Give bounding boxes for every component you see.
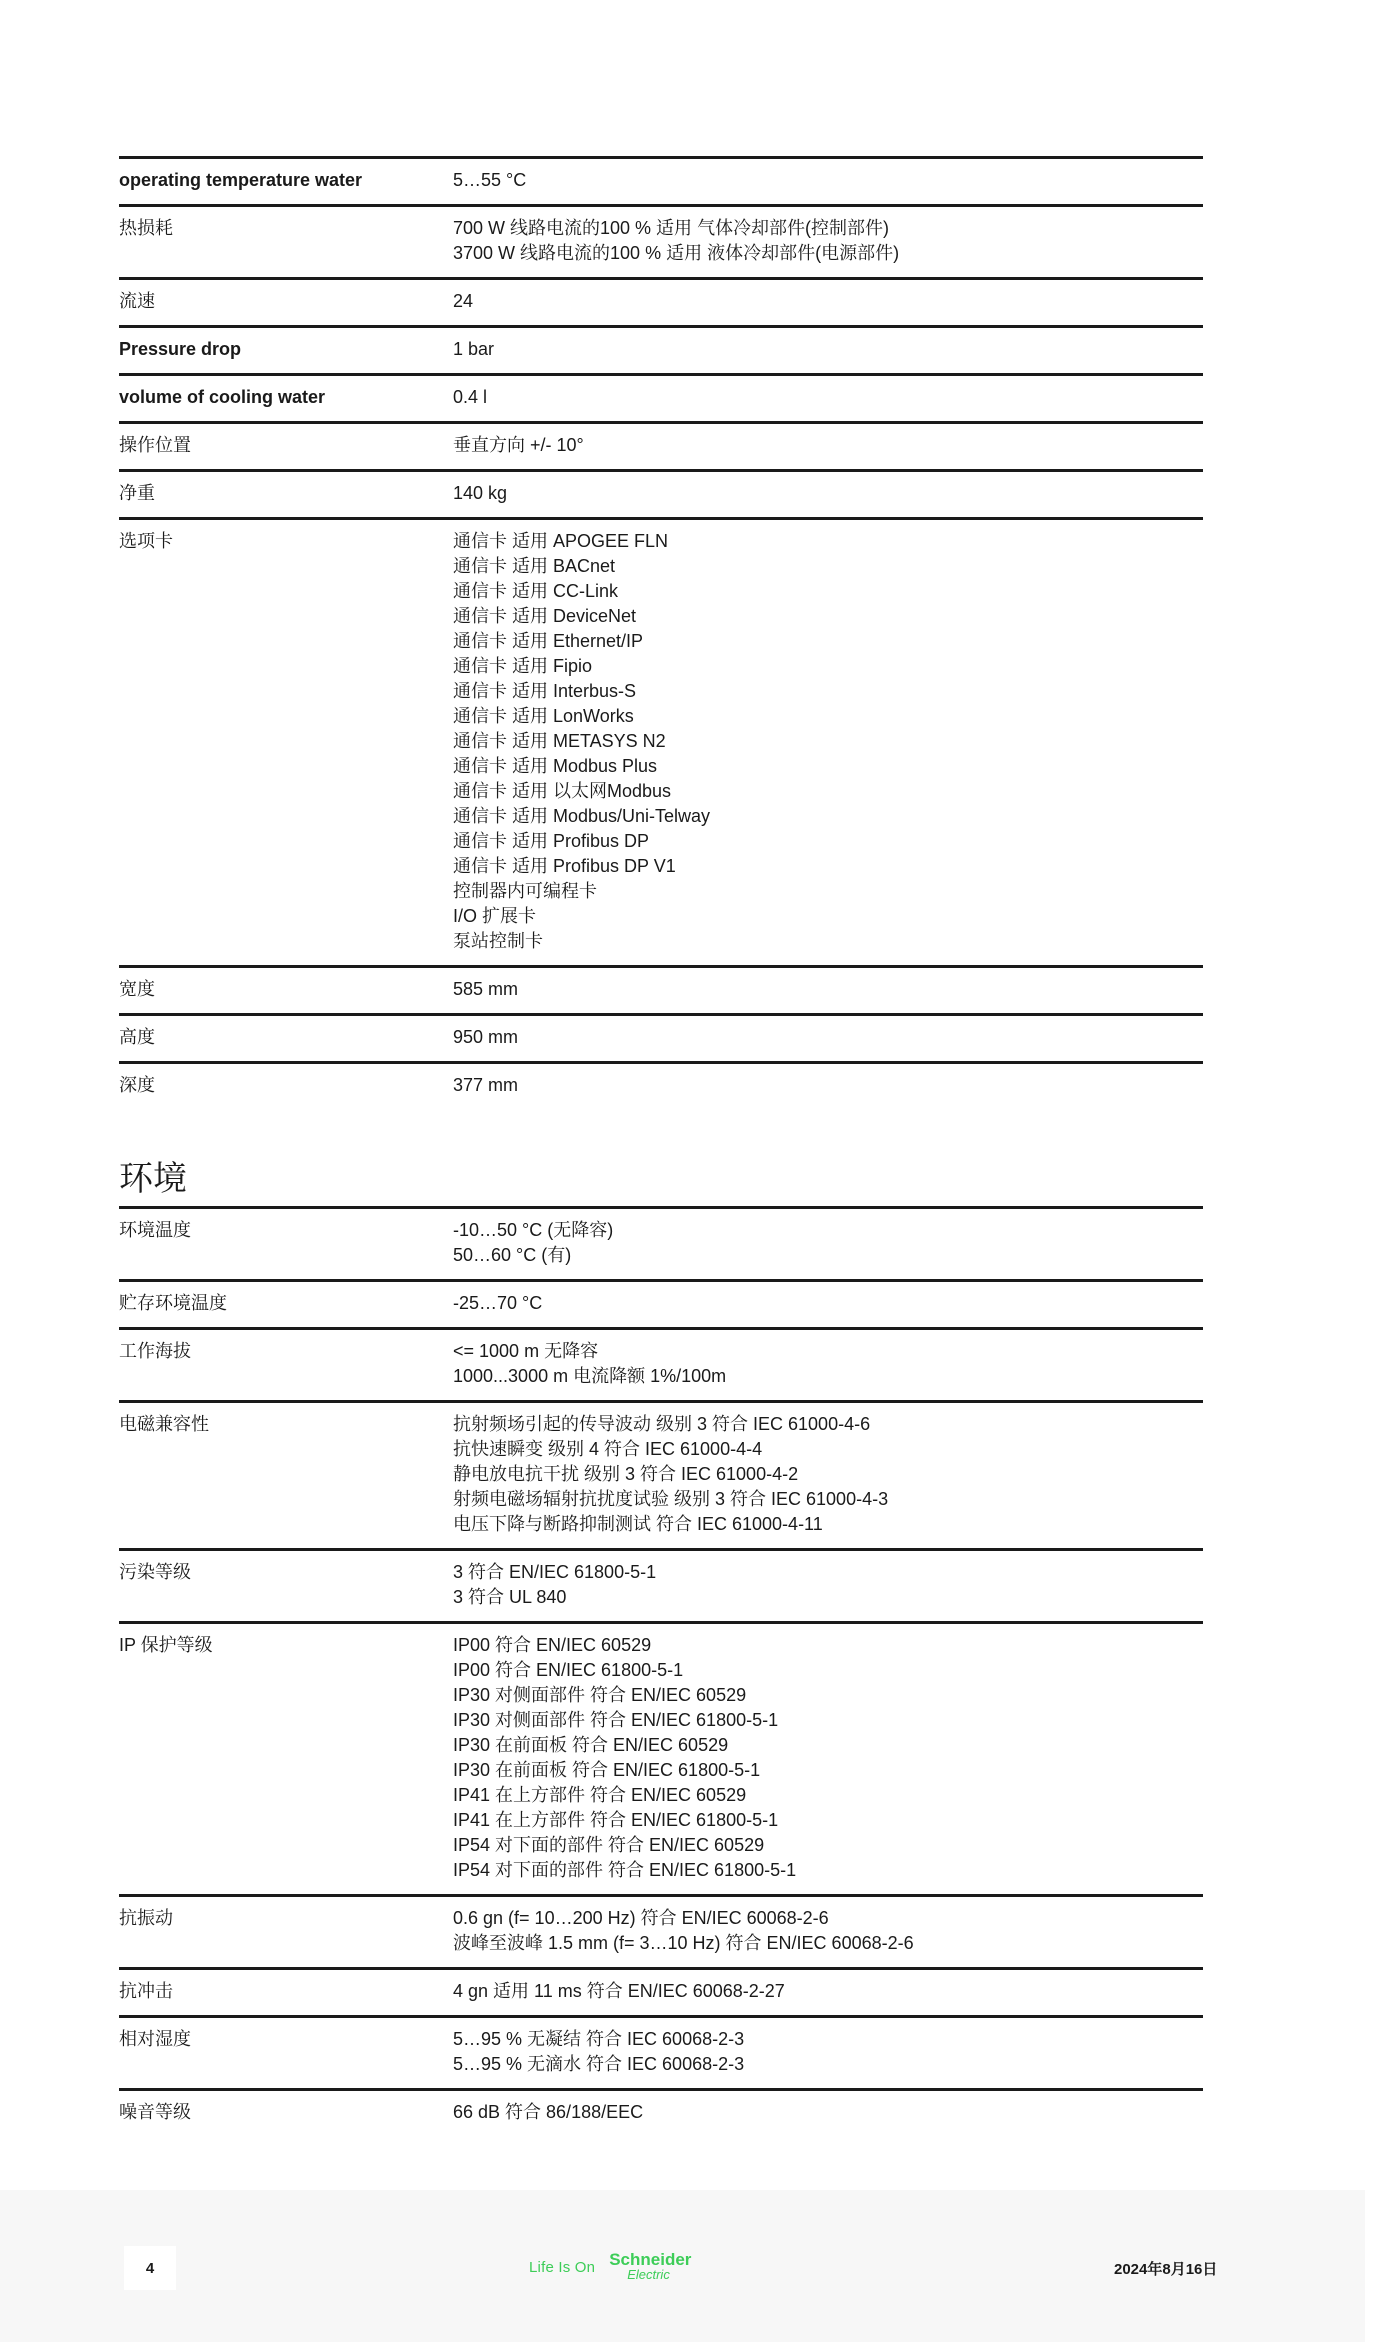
spec-label: IP 保护等级 (119, 1635, 213, 1655)
spec-row (119, 2015, 1203, 2088)
spec-value-line: 0.6 gn (f= 10…200 Hz) 符合 EN/IEC 60068-2-6 (453, 1908, 829, 1928)
spec-value-line: 50…60 °C (有) (453, 1245, 572, 1265)
spec-value-line: IP41 在上方部件 符合 EN/IEC 60529 (453, 1785, 747, 1805)
spec-row (119, 277, 1203, 325)
spec-value-line: 抗快速瞬变 级别 4 符合 IEC 61000-4-4 (453, 1439, 763, 1459)
spec-value-line: IP30 在前面板 符合 EN/IEC 61800-5-1 (453, 1760, 761, 1780)
spec-value (453, 1633, 1203, 1883)
spec-label: 噪音等级 (119, 2102, 191, 2122)
spec-label: 净重 (119, 483, 155, 503)
spec-value-line: 通信卡 适用 APOGEE FLN (453, 531, 669, 551)
spec-row (119, 1400, 1203, 1548)
spec-label: 流速 (119, 291, 155, 311)
spec-value (453, 216, 1203, 266)
schneider-logo (609, 2252, 691, 2282)
spec-label: 环境温度 (119, 1220, 191, 1240)
spec-value (453, 1412, 1203, 1537)
spec-label: operating temperature water (119, 170, 363, 190)
logo-main-text: Schneider (609, 2250, 692, 2269)
spec-label: 高度 (119, 1027, 155, 1047)
spec-row (119, 1621, 1203, 1894)
spec-value (453, 385, 1203, 410)
spec-value-line: 3700 W 线路电流的100 % 适用 液体冷却部件(电源部件) (453, 243, 900, 263)
spec-value (453, 481, 1203, 506)
spec-value-line: IP54 对下面的部件 符合 EN/IEC 61800-5-1 (453, 1860, 797, 1880)
spec-value-line: 通信卡 适用 Fipio (453, 656, 593, 676)
spec-row (119, 421, 1203, 469)
spec-row (119, 1548, 1203, 1621)
spec-value-line: 5…55 °C (453, 170, 527, 190)
brand-logo (529, 2250, 691, 2284)
spec-value-line: 静电放电抗干扰 级别 3 符合 IEC 61000-4-2 (453, 1464, 799, 1484)
spec-label: 选项卡 (119, 531, 173, 551)
spec-value-line: 5…95 % 无滴水 符合 IEC 60068-2-3 (453, 2054, 745, 2074)
spec-row (119, 1279, 1203, 1327)
spec-row (119, 325, 1203, 373)
spec-value (453, 289, 1203, 314)
spec-label: 热损耗 (119, 218, 173, 238)
spec-value (453, 1291, 1203, 1316)
spec-row (119, 469, 1203, 517)
spec-value-line: IP30 在前面板 符合 EN/IEC 60529 (453, 1735, 729, 1755)
spec-value-line: 377 mm (453, 1075, 519, 1095)
spec-value-line: 66 dB 符合 86/188/EEC (453, 2102, 644, 2122)
spec-value-line: -25…70 °C (453, 1293, 543, 1313)
spec-label: Pressure drop (119, 339, 242, 359)
spec-row (119, 517, 1203, 965)
spec-value-line: 5…95 % 无凝结 符合 IEC 60068-2-3 (453, 2029, 745, 2049)
spec-value-line: 电压下降与断路抑制测试 符合 IEC 61000-4-11 (453, 1514, 823, 1534)
spec-row (119, 1967, 1203, 2015)
spec-value-line: <= 1000 m 无降容 (453, 1341, 599, 1361)
spec-value-line: IP41 在上方部件 符合 EN/IEC 61800-5-1 (453, 1810, 779, 1830)
spec-row (119, 1206, 1203, 1279)
spec-value-line: 950 mm (453, 1027, 519, 1047)
spec-value-line: 通信卡 适用 DeviceNet (453, 606, 637, 626)
spec-row (119, 156, 1203, 204)
spec-label: 电磁兼容性 (119, 1414, 209, 1434)
logo-sub-text: Electric (627, 2267, 670, 2282)
spec-value-line: -10…50 °C (无降容) (453, 1220, 614, 1240)
spec-value-line: 140 kg (453, 483, 508, 503)
spec-value-line: 射频电磁场辐射抗扰度试验 级别 3 符合 IEC 61000-4-3 (453, 1489, 889, 1509)
spec-label: 操作位置 (119, 435, 191, 455)
spec-value-line: IP00 符合 EN/IEC 60529 (453, 1635, 652, 1655)
spec-value-line: IP30 对侧面部件 符合 EN/IEC 61800-5-1 (453, 1710, 779, 1730)
spec-label: 贮存环境温度 (119, 1293, 227, 1313)
spec-value (453, 2100, 1203, 2125)
spec-value (453, 337, 1203, 362)
spec-value (453, 1339, 1203, 1389)
spec-value-line: 控制器内可编程卡 (453, 881, 597, 901)
spec-label: 相对湿度 (119, 2029, 191, 2049)
spec-value-line: I/O 扩展卡 (453, 906, 537, 926)
spec-value-line: 通信卡 适用 Ethernet/IP (453, 631, 644, 651)
spec-label: 抗冲击 (119, 1981, 173, 2001)
spec-label: 宽度 (119, 979, 155, 999)
spec-row (119, 204, 1203, 277)
page-number: 4 (124, 2246, 176, 2290)
spec-row (119, 1061, 1203, 1109)
spec-value-line: 通信卡 适用 Profibus DP (453, 831, 650, 851)
spec-value-line: 通信卡 适用 Modbus Plus (453, 756, 658, 776)
spec-value-line: 垂直方向 +/- 10° (453, 435, 584, 455)
spec-row (119, 373, 1203, 421)
spec-value-line: 585 mm (453, 979, 519, 999)
spec-value-line: IP00 符合 EN/IEC 61800-5-1 (453, 1660, 684, 1680)
spec-value-line: 泵站控制卡 (453, 931, 543, 951)
spec-value-line: 1 bar (453, 339, 495, 359)
spec-value-line: 4 gn 适用 11 ms 符合 EN/IEC 60068-2-27 (453, 1981, 785, 2001)
spec-value-line: 1000...3000 m 电流降额 1%/100m (453, 1366, 727, 1386)
spec-value (453, 977, 1203, 1002)
spec-row (119, 1327, 1203, 1400)
spec-value (453, 1906, 1203, 1956)
spec-value (453, 1025, 1203, 1050)
spec-value-line: 通信卡 适用 Profibus DP V1 (453, 856, 676, 876)
spec-value (453, 1979, 1203, 2004)
spec-label: 工作海拔 (119, 1341, 191, 1361)
spec-label: 污染等级 (119, 1562, 191, 1582)
spec-value (453, 433, 1203, 458)
spec-value (453, 1560, 1203, 1610)
spec-value-line: 3 符合 UL 840 (453, 1587, 567, 1607)
brand-tagline: Life Is On (529, 2258, 596, 2276)
spec-row (119, 1894, 1203, 1967)
spec-row (119, 965, 1203, 1013)
spec-value-line: 通信卡 适用 Modbus/Uni-Telway (453, 806, 711, 826)
spec-row (119, 2088, 1203, 2136)
spec-value-line: 通信卡 适用 METASYS N2 (453, 731, 666, 751)
spec-value-line: 通信卡 适用 CC-Link (453, 581, 619, 601)
spec-value-line: 通信卡 适用 LonWorks (453, 706, 634, 726)
spec-value-line: 通信卡 适用 Interbus-S (453, 681, 637, 701)
footer-date: 2024年8月16日 (1114, 2261, 1218, 2278)
spec-sheet (119, 156, 1203, 2136)
section-title-environment: 环境 (119, 1160, 187, 1198)
spec-value (453, 168, 1203, 193)
spec-value (453, 2027, 1203, 2077)
spec-value-line: 3 符合 EN/IEC 61800-5-1 (453, 1562, 657, 1582)
page-footer (0, 2190, 1365, 2342)
spec-label: 抗振动 (119, 1908, 173, 1928)
spec-value-line: IP54 对下面的部件 符合 EN/IEC 60529 (453, 1835, 765, 1855)
spec-table-environment (119, 1206, 1203, 2136)
spec-row (119, 1013, 1203, 1061)
spec-value-line: 700 W 线路电流的100 % 适用 气体冷却部件(控制部件) (453, 218, 890, 238)
spec-value-line: 波峰至波峰 1.5 mm (f= 3…10 Hz) 符合 EN/IEC 60068-2-6 (453, 1933, 914, 1953)
spec-value-line: 0.4 l (453, 387, 488, 407)
spec-value (453, 1218, 1203, 1268)
spec-value-line: 通信卡 适用 BACnet (453, 556, 616, 576)
spec-label: 深度 (119, 1075, 155, 1095)
spec-value-line: 抗射频场引起的传导波动 级别 3 符合 IEC 61000-4-6 (453, 1414, 871, 1434)
spec-label: volume of cooling water (119, 387, 326, 407)
spec-value-line: 24 (453, 291, 474, 311)
spec-table-general (119, 156, 1203, 1109)
spec-value-line: IP30 对侧面部件 符合 EN/IEC 60529 (453, 1685, 747, 1705)
spec-value (453, 1073, 1203, 1098)
spec-value-line: 通信卡 适用 以太网Modbus (453, 781, 672, 801)
spec-value (453, 529, 1203, 954)
